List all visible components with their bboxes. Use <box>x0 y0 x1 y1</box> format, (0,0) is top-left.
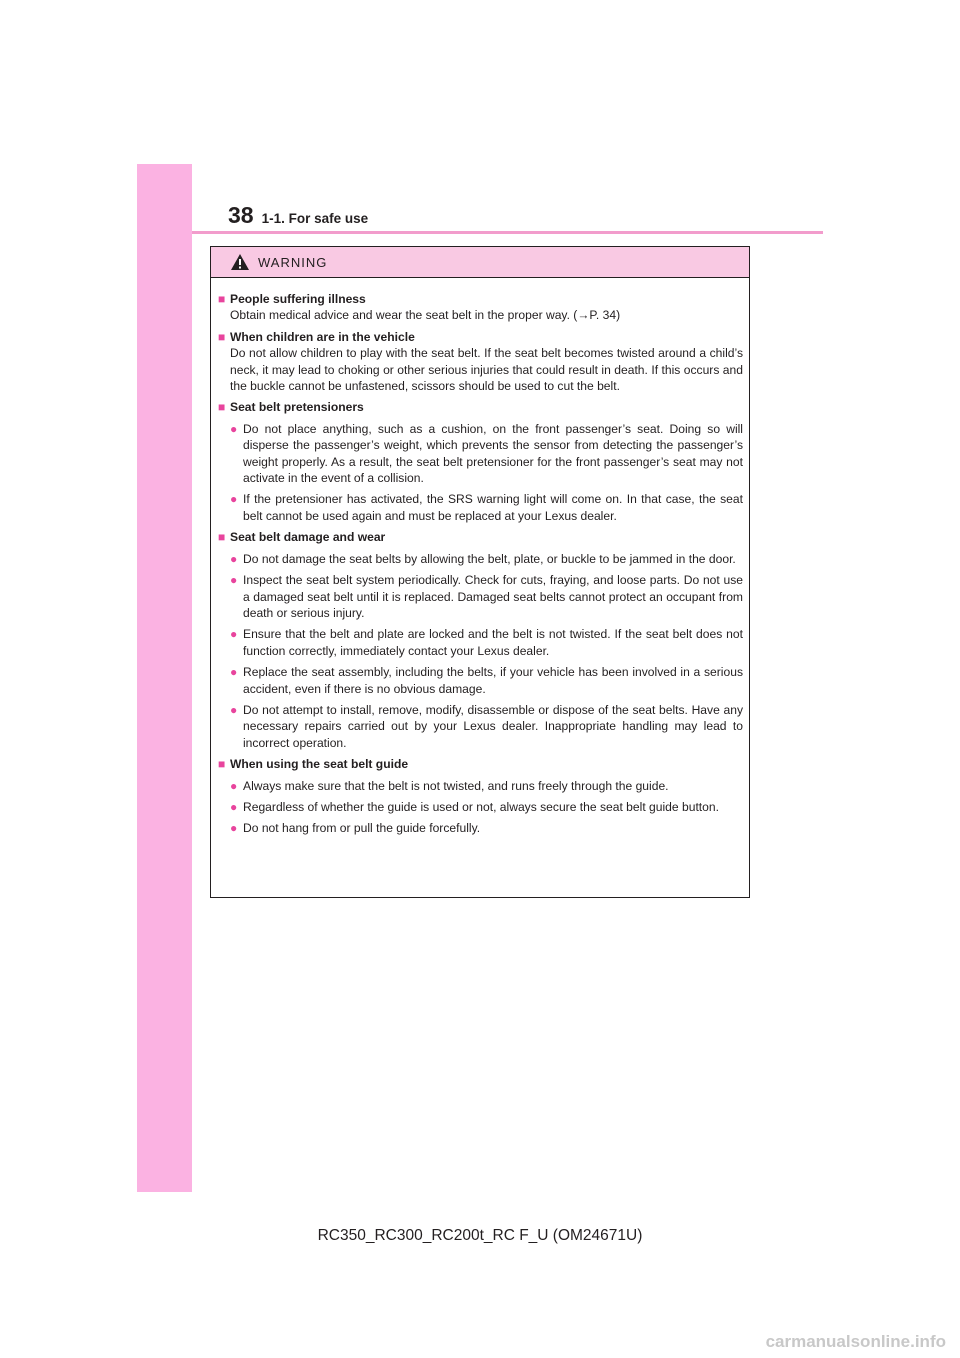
square-marker-icon: ■ <box>218 292 226 306</box>
warning-bullet-item <box>218 421 743 487</box>
warning-paragraph: Do not allow children to play with the seat belt. If the seat belt becomes twisted around a child’s neck, it may lead to choking or other serious injuries that could result in death. If this occurs and the buckle cannot be unfastened, scissors should be used to cut the belt. <box>230 346 743 394</box>
bullet-text: Inspect the seat belt system periodically. Check for cuts, fraying, and loose parts. Do not use a damaged seat belt until it is replaced. Damaged seat belts cannot protect an occupant from death or serious injury. <box>243 573 743 620</box>
warning-header <box>211 247 749 278</box>
warning-bullet-item <box>218 572 743 621</box>
warning-bullet-item <box>218 491 743 524</box>
bullet-text: Do not place anything, such as a cushion, on the front passenger’s seat. Doing so will disperse the passenger’s weight, which prevents the sensor from detecting the passenger’s weight properly. As a result, the seat belt pretensioner for the front passenger’s seat may not activate in the event of a collision. <box>243 421 743 486</box>
section-heading-text: When children are in the vehicle <box>230 329 415 344</box>
circle-bullet-icon: ● <box>230 702 238 717</box>
warning-section-heading <box>218 329 743 345</box>
bullet-text: Do not attempt to install, remove, modify, disassemble or dispose of the seat belts. Have any necessary repairs carried out by your Lexus dealer. Inappropriate handling may lead to incorrect operation. <box>243 702 743 750</box>
page-number: 38 <box>228 202 254 228</box>
circle-bullet-icon: ● <box>230 799 238 814</box>
square-marker-icon: ■ <box>218 757 226 772</box>
section-heading-text: Seat belt damage and wear <box>230 530 386 545</box>
warning-bullet-item <box>218 626 743 659</box>
warning-bullet-item <box>218 799 743 815</box>
section-title: 1-1. For safe use <box>261 211 369 226</box>
bullet-text: Always make sure that the belt is not twisted, and runs freely through the guide. <box>243 778 669 793</box>
circle-bullet-icon: ● <box>230 573 238 588</box>
warning-section-heading <box>218 399 743 415</box>
bullet-text: Replace the seat assembly, including the belts, if your vehicle has been involved in a serious accident, even if there is no obvious damage. <box>243 665 743 696</box>
section-heading-text: People suffering illness <box>230 292 366 306</box>
circle-bullet-icon: ● <box>230 627 238 642</box>
section-heading-text: Seat belt pretensioners <box>230 400 364 415</box>
warning-section-heading <box>218 756 743 772</box>
square-marker-icon: ■ <box>218 329 226 344</box>
bullet-text: Regardless of whether the guide is used or not, always secure the seat belt guide button. <box>243 799 719 814</box>
bullet-text: Do not hang from or pull the guide forcefully. <box>243 821 481 836</box>
bullet-text: Do not damage the seat belts by allowing the belt, plate, or buckle to be jammed in the door. <box>243 551 736 566</box>
circle-bullet-icon: ● <box>230 665 238 680</box>
circle-bullet-icon: ● <box>230 778 238 793</box>
page-header <box>228 202 368 232</box>
circle-bullet-icon: ● <box>230 821 238 836</box>
bullet-text: If the pretensioner has activated, the SRS warning light will come on. In that case, the seat belt cannot be used again and must be replaced at your Lexus dealer. <box>243 492 743 523</box>
circle-bullet-icon: ● <box>230 492 238 507</box>
square-marker-icon: ■ <box>218 400 226 415</box>
warning-bullet-item <box>218 778 743 794</box>
warning-bullet-item <box>218 551 743 567</box>
footer-model: RC350_RC300_RC200t_RC F_U (OM24671U) <box>317 1227 643 1244</box>
circle-bullet-icon: ● <box>230 421 238 436</box>
bullet-text: Ensure that the belt and plate are locked and the belt is not twisted. If the seat belt does not function correctly, immediately contact your Lexus dealer. <box>243 627 743 658</box>
warning-body <box>211 278 749 837</box>
square-marker-icon: ■ <box>218 530 226 545</box>
circle-bullet-icon: ● <box>230 551 238 566</box>
warning-triangle-icon <box>230 253 250 271</box>
warning-bullet-item <box>218 702 743 751</box>
warning-paragraph: Obtain medical advice and wear the seat belt in the proper way. (→P. 34) <box>230 308 621 323</box>
warning-section-heading <box>218 291 743 307</box>
section-heading-text: When using the seat belt guide <box>230 757 409 772</box>
warning-bullet-item <box>218 664 743 697</box>
warning-section-heading <box>218 529 743 545</box>
warning-box <box>210 246 750 898</box>
watermark: carmanualsonline.info <box>765 1332 946 1351</box>
warning-title: WARNING <box>258 254 328 270</box>
warning-bullet-item <box>218 820 743 836</box>
side-tab <box>137 164 192 1192</box>
header-rule <box>192 231 823 234</box>
